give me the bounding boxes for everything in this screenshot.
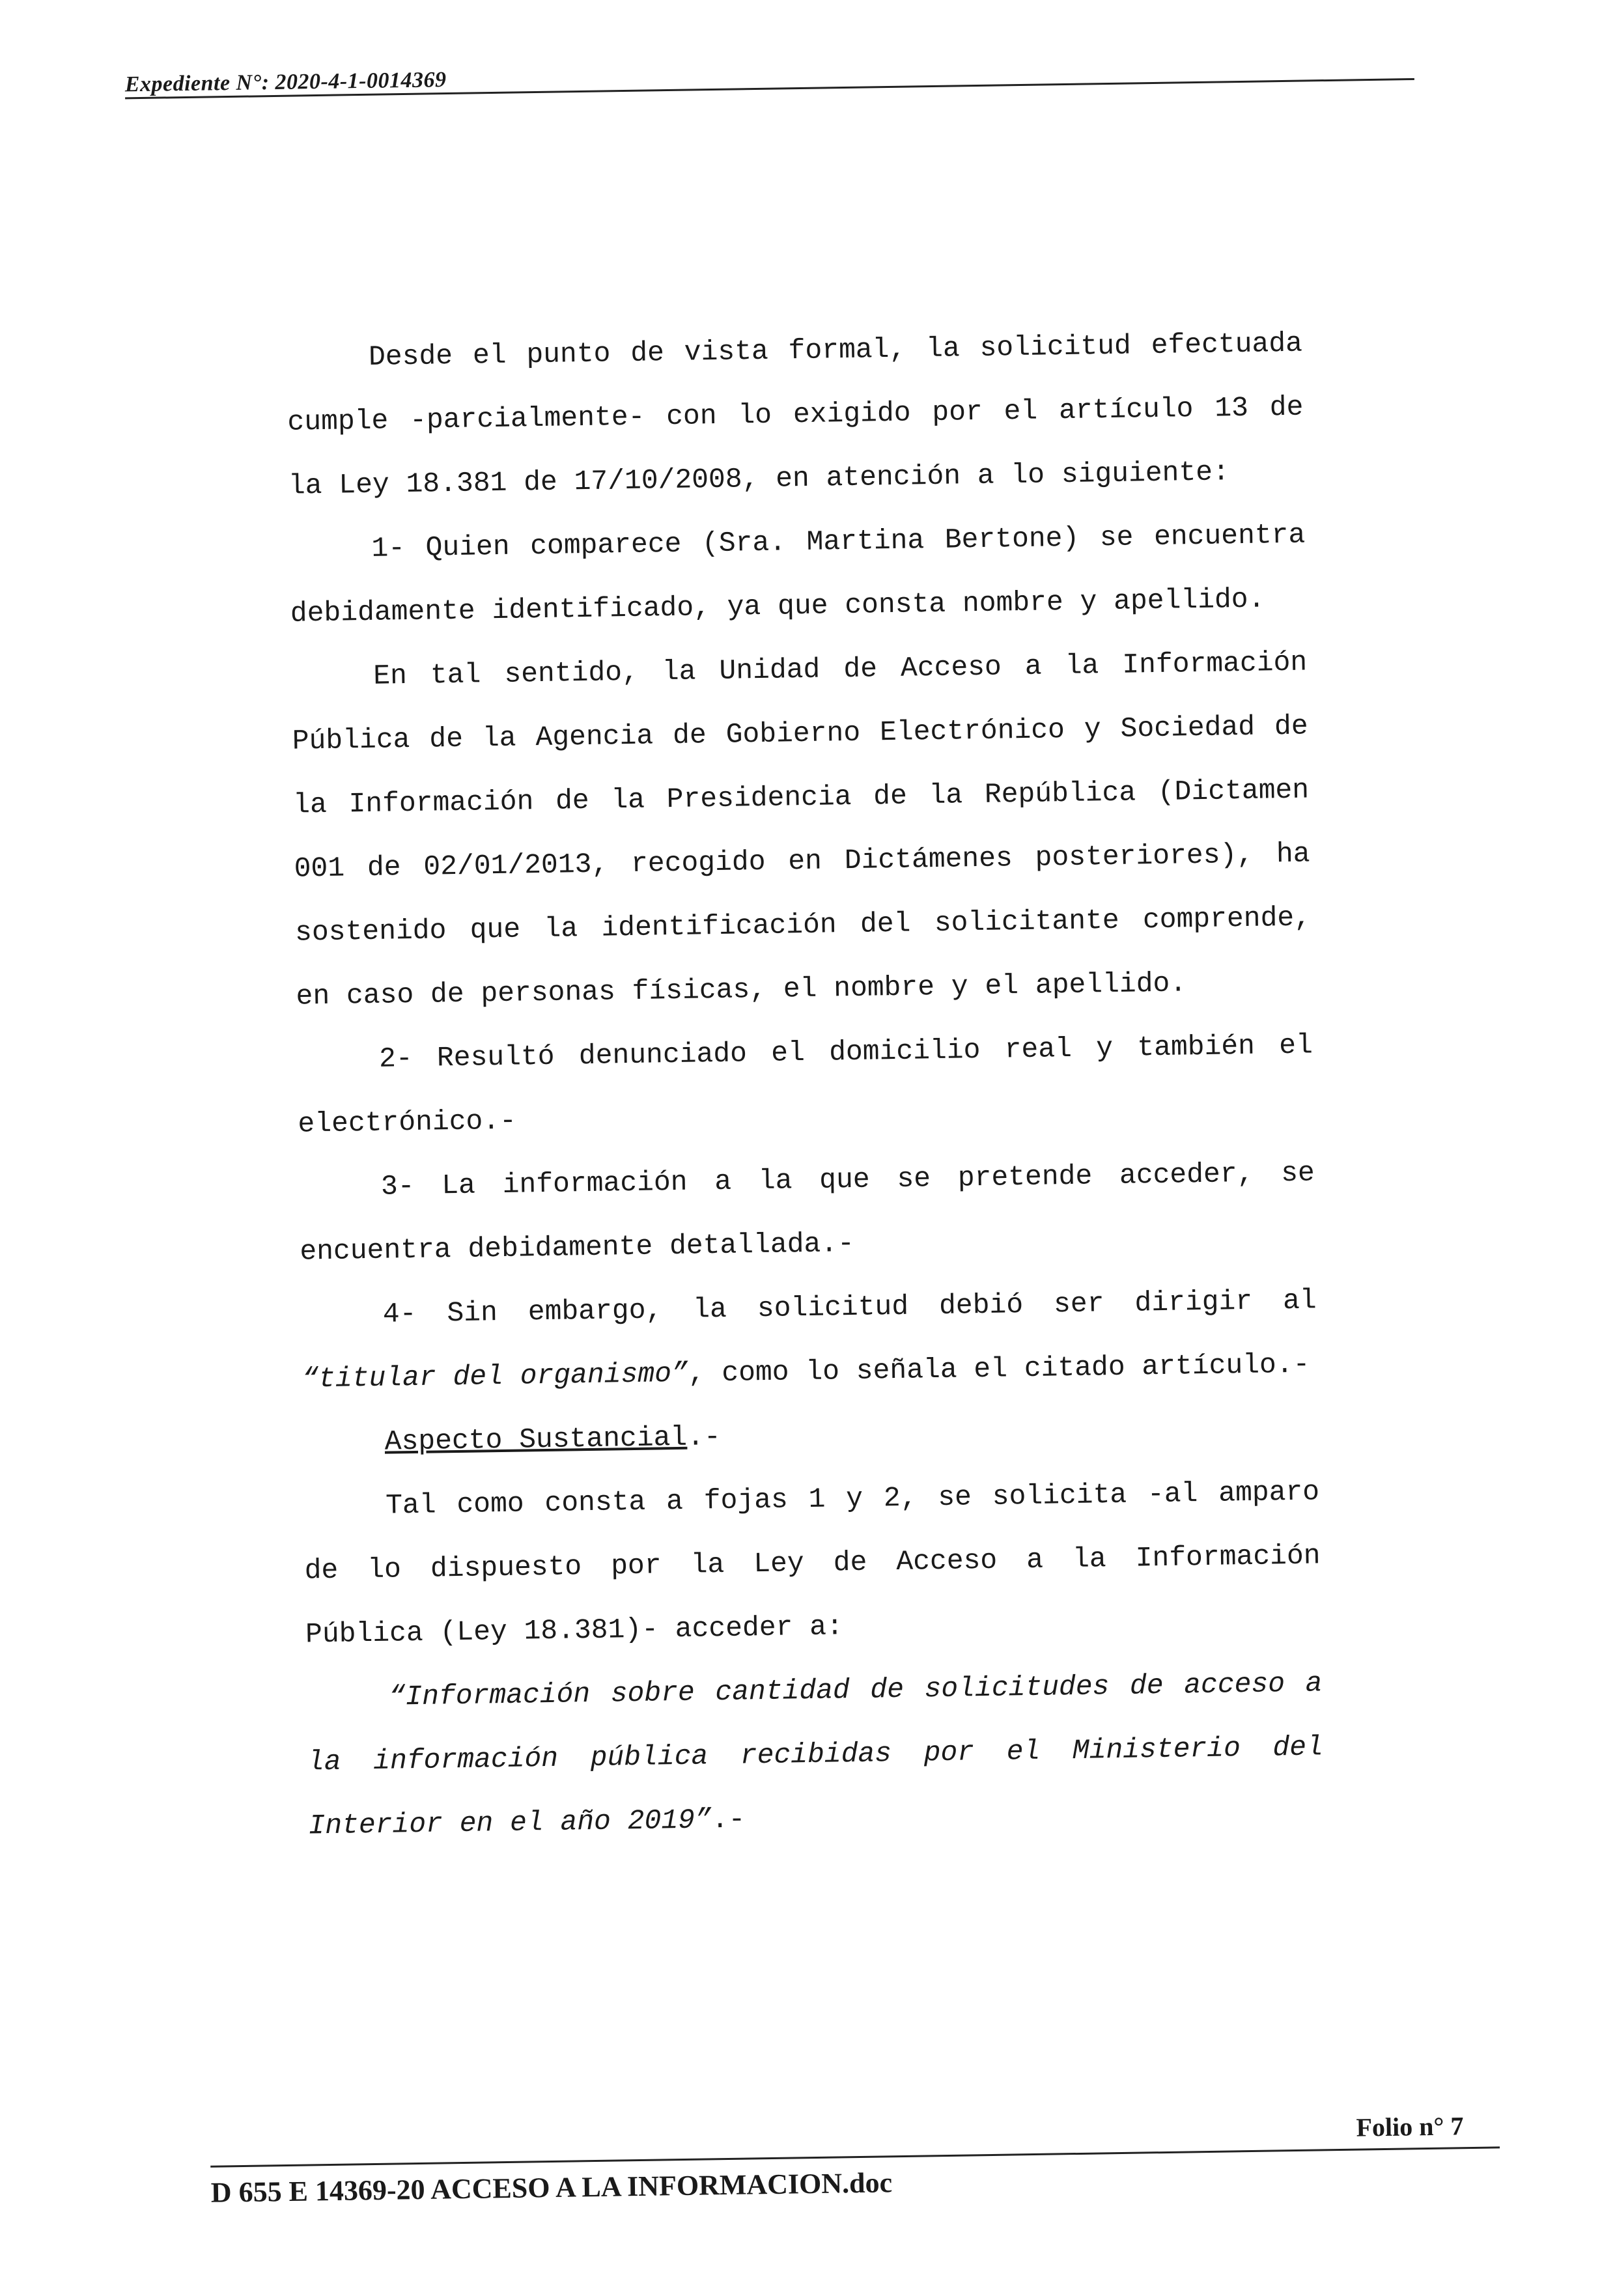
paragraph-identification: En tal sentido, la Unidad de Acceso a la Información Pública de la Agencia de Gobierno Electrónico y Sociedad de la Información de la Presidencia de la República (Dictamen 001 de 02/01/2013, recogido en Dictámenes posteriores), ha sostenido que la identificación del solicitante comprende, en caso de personas físicas, el nombre y el apellido.: [292, 646, 1312, 1013]
paragraph-item-4: [300, 1268, 1318, 1411]
item-4-text: 4- Sin embargo, la solicitud debió ser dirigir al: [382, 1284, 1317, 1330]
item-4-text-end: , como lo señala el citado artículo.-: [688, 1348, 1310, 1390]
paragraph-quote: [306, 1651, 1325, 1858]
paragraph-item-1: 1- Quien comparece (Sra. Martina Bertone) se encuentra debidamente identificado, ya que consta nombre y apellido.: [290, 518, 1306, 630]
document-body: [286, 312, 1325, 1858]
paragraph-item-3: 3- La información a la que se pretende acceder, se encuentra debidamente detallada.-: [300, 1156, 1315, 1268]
folio-number: Folio n° 7: [1356, 2111, 1464, 2142]
expediente-number: Expediente N°: 2020-4-1-0014369: [124, 68, 447, 97]
section-heading-suffix: .-: [686, 1421, 722, 1453]
footer-document-name: D 655 E 14369-20 ACCESO A LA INFORMACION.doc: [210, 2166, 893, 2209]
item-4-quoted-term: “titular del organismo”: [301, 1357, 689, 1395]
paragraph-item-2: 2- Resultó denunciado el domicilio real y también el electrónico.-: [298, 1029, 1313, 1140]
quoted-request: “Información sobre cantidad de solicitudes de acceso a la información pública recibidas por el Ministerio del Interior en el año 2019”: [307, 1667, 1324, 1842]
footer-rule: [210, 2146, 1500, 2167]
paragraph-formal-aspect: Desde el punto de vista formal, la solicitud efectuada cumple -parcialmente- con lo exigido por el artículo 13 de la Ley 18.381 de 17/10/2008, en atención a lo siguiente:: [287, 327, 1304, 502]
quote-suffix: .-: [711, 1803, 746, 1836]
section-heading-text: Aspecto Sustancial: [384, 1421, 688, 1458]
paragraph-request: Tal como consta a fojas 1 y 2, se solicita -al amparo de lo dispuesto por la Ley de Acceso a la Información Pública (Ley 18.381)- acceder a:: [304, 1476, 1321, 1651]
